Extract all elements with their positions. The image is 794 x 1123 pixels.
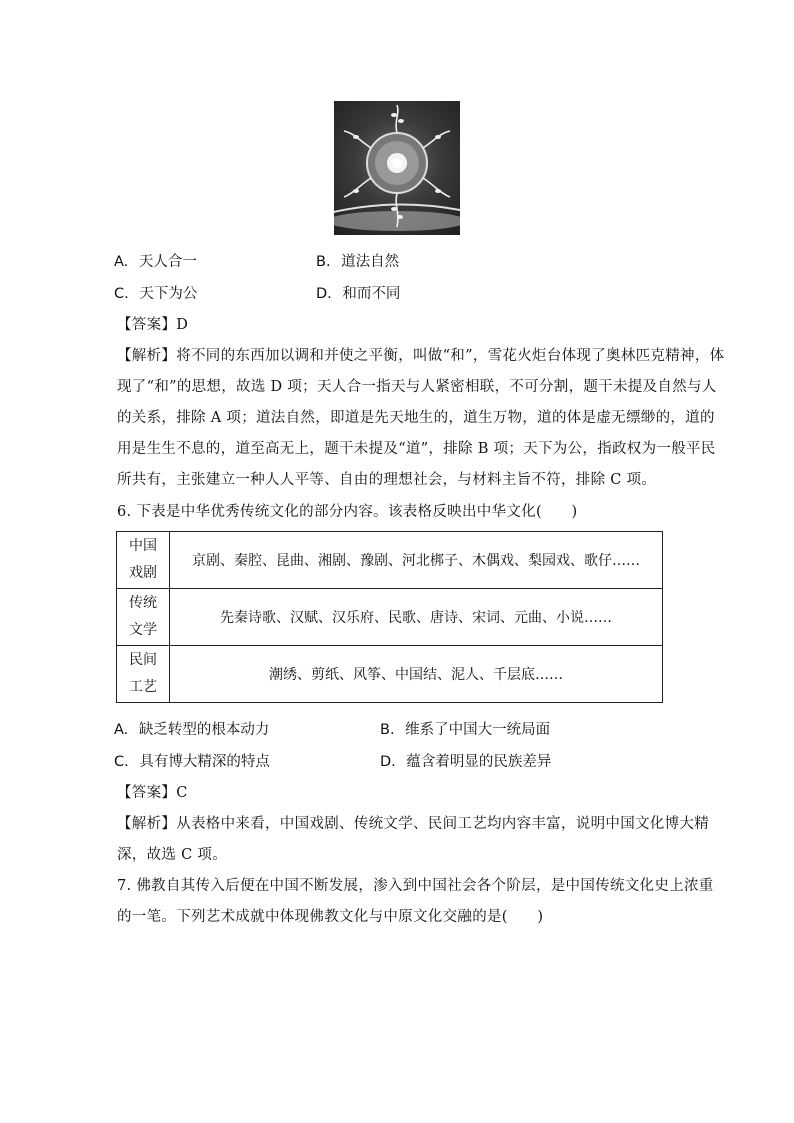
option-text: 维系了中国大一统局面	[405, 722, 551, 738]
row-header-line: 戏剧	[129, 565, 157, 581]
row-header	[117, 589, 170, 646]
table-row	[117, 646, 663, 703]
row-content: 潮绣、剪纸、风筝、中国结、泥人、千层底……	[170, 646, 663, 703]
row-header	[117, 532, 170, 589]
q6-option-b	[380, 718, 550, 739]
row-header-line: 工艺	[129, 679, 157, 695]
q6-option-a	[114, 718, 269, 739]
row-content: 先秦诗歌、汉赋、汉乐府、民歌、唐诗、宋词、元曲、小说……	[170, 589, 663, 646]
q5-option-b	[316, 250, 399, 271]
option-text: 天人合一	[138, 254, 197, 270]
table-row	[117, 589, 663, 646]
option-letter: C.	[114, 286, 129, 302]
q6-analysis-line: 深，故选 C 项。	[117, 847, 228, 863]
option-text: 具有博大精深的特点	[139, 754, 270, 770]
q5-answer: 【答案】D	[117, 317, 189, 333]
table-row	[117, 532, 663, 589]
snowflake-icon	[334, 101, 460, 235]
option-text: 道法自然	[341, 254, 400, 270]
culture-table	[116, 531, 663, 703]
option-text: 天下为公	[139, 286, 198, 302]
option-letter: A.	[114, 722, 129, 738]
row-header-line: 民间	[129, 652, 157, 668]
snowflake-torch-photo	[334, 101, 460, 235]
q5-option-d	[316, 282, 400, 303]
q6-option-c	[114, 750, 270, 771]
option-letter: D.	[380, 754, 396, 770]
q6-stem: 6. 下表是中华优秀传统文化的部分内容。该表格反映出中华文化( )	[117, 504, 578, 520]
option-letter: B.	[316, 254, 331, 270]
q5-analysis-line: 现了“和”的思想，故选 D 项；天人合一指天与人紧密相联，不可分割，题干未提及自然与人	[117, 379, 717, 395]
q6-option-d	[380, 750, 551, 771]
q7-stem-line: 7. 佛教自其传入后便在中国不断发展，渗入到中国社会各个阶层，是中国传统文化史上浓重	[117, 878, 714, 894]
row-header-line: 文学	[129, 622, 157, 638]
q5-analysis-line: 所共有，主张建立一种人人平等、自由的理想社会，与材料主旨不符，排除 C 项。	[117, 472, 657, 488]
q5-analysis-line: 的关系，排除 A 项；道法自然，即道是先天地生的，道生万物，道的体是虚无缥缈的，道的	[117, 410, 715, 426]
q6-answer: 【答案】C	[117, 785, 188, 801]
option-letter: C.	[114, 754, 129, 770]
row-header-line: 传统	[129, 595, 157, 611]
q5-option-c	[114, 282, 197, 303]
row-header	[117, 646, 170, 703]
option-letter: B.	[380, 722, 395, 738]
q5-analysis-line: 【解析】将不同的东西加以调和并使之平衡，叫做“和”，雪花火炬台体现了奥林匹克精神，体	[117, 348, 725, 364]
option-letter: D.	[316, 286, 332, 302]
q5-option-a	[114, 250, 197, 271]
option-letter: A.	[114, 254, 129, 270]
row-header-line: 中国	[129, 538, 157, 554]
row-content: 京剧、秦腔、昆曲、湘剧、豫剧、河北梆子、木偶戏、梨园戏、歌仔……	[170, 532, 663, 589]
option-text: 蕴含着明显的民族差异	[406, 754, 552, 770]
q5-analysis-line: 用是生生不息的，道至高无上，题干未提及“道”，排除 B 项；天下为公，指政权为一般平民	[117, 441, 716, 457]
q7-stem-line: 的一笔。下列艺术成就中体现佛教文化与中原文化交融的是( )	[117, 909, 544, 925]
option-text: 和而不同	[342, 286, 401, 302]
option-text: 缺乏转型的根本动力	[138, 722, 270, 738]
q6-analysis-line: 【解析】从表格中来看，中国戏剧、传统文学、民间工艺均内容丰富，说明中国文化博大精	[117, 816, 709, 832]
